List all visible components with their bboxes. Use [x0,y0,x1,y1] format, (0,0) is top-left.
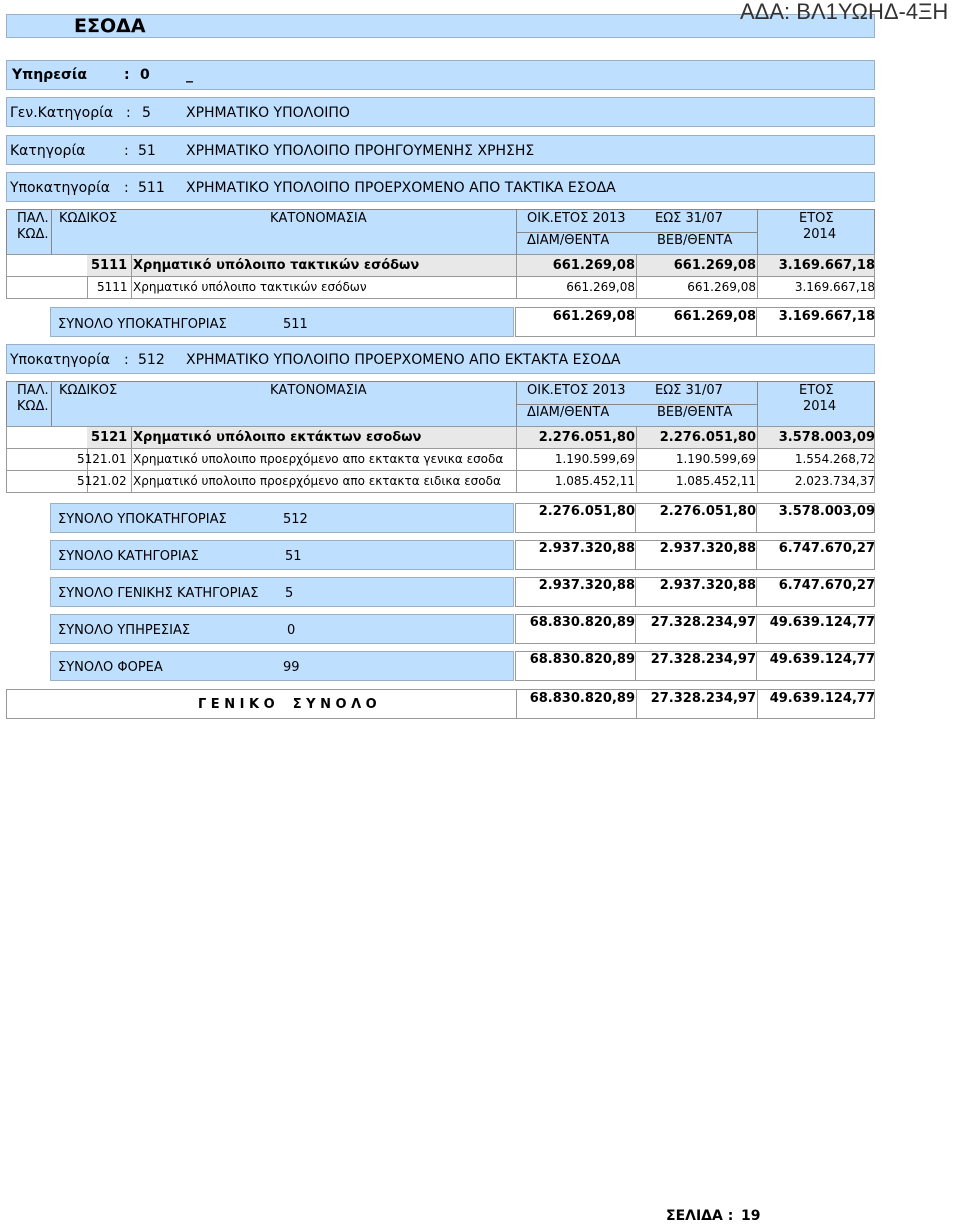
subcategory-512-sep: : [124,352,129,368]
page-number: 19 [741,1208,761,1224]
general-category-sep: : [126,105,131,121]
total-value-a: 68.830.820,89 [529,615,635,630]
total-value-b: 27.328.234,97 [650,615,756,630]
service-suffix: _ [186,67,193,83]
subtotal-511-code: 511 [283,317,308,332]
col-c-2: 2014 [803,399,837,414]
subcategory-511-name: ΧΡΗΜΑΤΙΚΟ ΥΠΟΛΟΙΠΟ ΠΡΟΕΡΧΟΜΕΝΟ ΑΠΟ ΤΑΚΤΙΚΑ ΕΣΟΔΑ [186,180,616,196]
total-label: ΣΥΝΟΛΟ ΥΠΟΚΑΤΗΓΟΡΙΑΣ [58,512,227,527]
page-title: ΕΣΟΔΑ [74,15,146,37]
service-band [6,60,875,90]
total-value-b: 2.937.320,88 [659,541,756,556]
row-code: 5111 [97,280,128,294]
total-label: ΣΥΝΟΛΟ ΥΠΗΡΕΣΙΑΣ [58,623,191,638]
service-code: 0 [140,67,150,83]
row-value-c: 3.169.667,18 [778,258,875,273]
general-category-code: 5 [142,105,151,121]
total-code: 0 [287,623,296,638]
col-c-2: 2014 [803,227,837,242]
subcategory-512-name: ΧΡΗΜΑΤΙΚΟ ΥΠΟΛΟΙΠΟ ΠΡΟΕΡΧΟΜΕΝΟ ΑΠΟ ΕΚΤΑΚΤΑ ΕΣΟΔΑ [186,352,621,368]
subtotal-511-label: ΣΥΝΟΛΟ ΥΠΟΚΑΤΗΓΟΡΙΑΣ [58,317,227,332]
col-until: ΕΩΣ 31/07 [655,383,723,398]
row-value-c: 3.578.003,09 [778,430,875,445]
total-code: 51 [285,549,302,564]
row-value-a: 2.276.051,80 [538,430,635,445]
row-name: Χρηματικό υπολοιπο προερχόμενο απο εκτακτα ειδικα εσοδα [133,474,501,488]
service-label: Υπηρεσία [12,67,87,83]
total-code: 512 [283,512,308,527]
subtotal-511-b: 661.269,08 [673,309,756,324]
col-name: ΚΑΤΟΝΟΜΑΣΙΑ [270,211,367,226]
total-label: ΣΥΝΟΛΟ ΚΑΤΗΓΟΡΙΑΣ [58,549,199,564]
general-category-name: ΧΡΗΜΑΤΙΚΟ ΥΠΟΛΟΙΠΟ [186,105,350,121]
total-value-c: 3.578.003,09 [778,504,875,519]
category-name: ΧΡΗΜΑΤΙΚΟ ΥΠΟΛΟΙΠΟ ΠΡΟΗΓΟΥΜΕΝΗΣ ΧΡΗΣΗΣ [186,143,535,159]
subtotal-511-c: 3.169.667,18 [778,309,875,324]
col-a: ΔΙΑΜ/ΘΕΝΤΑ [527,233,610,248]
row-name: Χρηματικό υπόλοιπο τακτικών εσόδων [133,258,420,273]
subcategory-511-code: 511 [138,180,165,196]
total-value-c: 49.639.124,77 [769,615,875,630]
category-label: Κατηγορία [10,143,86,159]
total-value-b: 2.276.051,80 [659,504,756,519]
row-value-b: 1.085.452,11 [675,474,756,488]
total-label: ΣΥΝΟΛΟ ΓΕΝΙΚΗΣ ΚΑΤΗΓΟΡΙΑΣ [58,586,259,601]
col-code: ΚΩΔΙΚΟΣ [59,383,118,398]
subcategory-512-label: Υποκατηγορία [10,352,111,368]
col-pal-2: ΚΩΔ. [17,227,49,242]
row-code: 5121 [91,430,128,445]
subcategory-512-code: 512 [138,352,165,368]
total-value-a: 2.276.051,80 [538,504,635,519]
subcategory-511-sep: : [124,180,129,196]
row-code: 5121.01 [77,452,127,466]
total-code: 99 [283,660,300,675]
row-code: 5111 [91,258,128,273]
total-value-c: 6.747.670,27 [778,578,875,593]
column-header-1 [6,209,875,255]
total-code: 5 [285,586,294,601]
row-value-b: 661.269,08 [687,280,756,294]
grand-total-a: 68.830.820,89 [529,691,635,706]
row-value-a: 661.269,08 [566,280,635,294]
total-value-b: 2.937.320,88 [659,578,756,593]
row-value-b: 661.269,08 [673,258,756,273]
grand-total-c: 49.639.124,77 [769,691,875,706]
column-header-2 [6,381,875,427]
row-value-a: 1.190.599,69 [554,452,635,466]
col-c-1: ΕΤΟΣ [799,383,834,398]
total-value-a: 2.937.320,88 [538,541,635,556]
total-label: ΣΥΝΟΛΟ ΦΟΡΕΑ [58,660,163,675]
total-value-c: 49.639.124,77 [769,652,875,667]
total-value-c: 6.747.670,27 [778,541,875,556]
page-number-label: ΣΕΛΙΔΑ : [666,1208,734,1224]
row-value-b: 1.190.599,69 [675,452,756,466]
grand-total-label: Γ Ε Ν Ι Κ Ο Σ Υ Ν Ο Λ Ο [198,697,377,712]
col-name: ΚΑΤΟΝΟΜΑΣΙΑ [270,383,367,398]
row-value-c: 2.023.734,37 [794,474,875,488]
col-pal-1: ΠΑΛ. [17,383,49,398]
row-value-c: 1.554.268,72 [794,452,875,466]
col-pal-2: ΚΩΔ. [17,399,49,414]
general-category-band [6,97,875,127]
col-year: ΟΙΚ.ΕΤΟΣ 2013 [527,383,626,398]
total-value-b: 27.328.234,97 [650,652,756,667]
col-a: ΔΙΑΜ/ΘΕΝΤΑ [527,405,610,420]
row-value-b: 2.276.051,80 [659,430,756,445]
subcategory-511-label: Υποκατηγορία [10,180,111,196]
category-code: 51 [138,143,156,159]
col-pal-1: ΠΑΛ. [17,211,49,226]
row-value-a: 1.085.452,11 [554,474,635,488]
row-code: 5121.02 [77,474,127,488]
subtotal-511-a: 661.269,08 [552,309,635,324]
total-value-a: 68.830.820,89 [529,652,635,667]
grand-total-b: 27.328.234,97 [650,691,756,706]
category-sep: : [124,143,129,159]
col-c-1: ΕΤΟΣ [799,211,834,226]
col-code: ΚΩΔΙΚΟΣ [59,211,118,226]
col-b: ΒΕΒ/ΘΕΝΤΑ [657,405,733,420]
total-value-a: 2.937.320,88 [538,578,635,593]
row-name: Χρηματικό υπόλοιπο εκτάκτων εσοδων [133,430,422,445]
row-value-c: 3.169.667,18 [794,280,875,294]
general-category-label: Γεν.Κατηγορία [10,105,114,121]
row-value-a: 661.269,08 [552,258,635,273]
ada-code: ΑΔΑ: ΒΛ1ΥΩΗΔ-4ΞΗ [740,0,949,24]
col-until: ΕΩΣ 31/07 [655,211,723,226]
col-b: ΒΕΒ/ΘΕΝΤΑ [657,233,733,248]
service-sep: : [124,67,130,83]
col-year: ΟΙΚ.ΕΤΟΣ 2013 [527,211,626,226]
row-name: Χρηματικό υπόλοιπο τακτικών εσόδων [133,280,367,294]
row-name: Χρηματικό υπολοιπο προερχόμενο απο εκτακτα γενικα εσοδα [133,452,504,466]
